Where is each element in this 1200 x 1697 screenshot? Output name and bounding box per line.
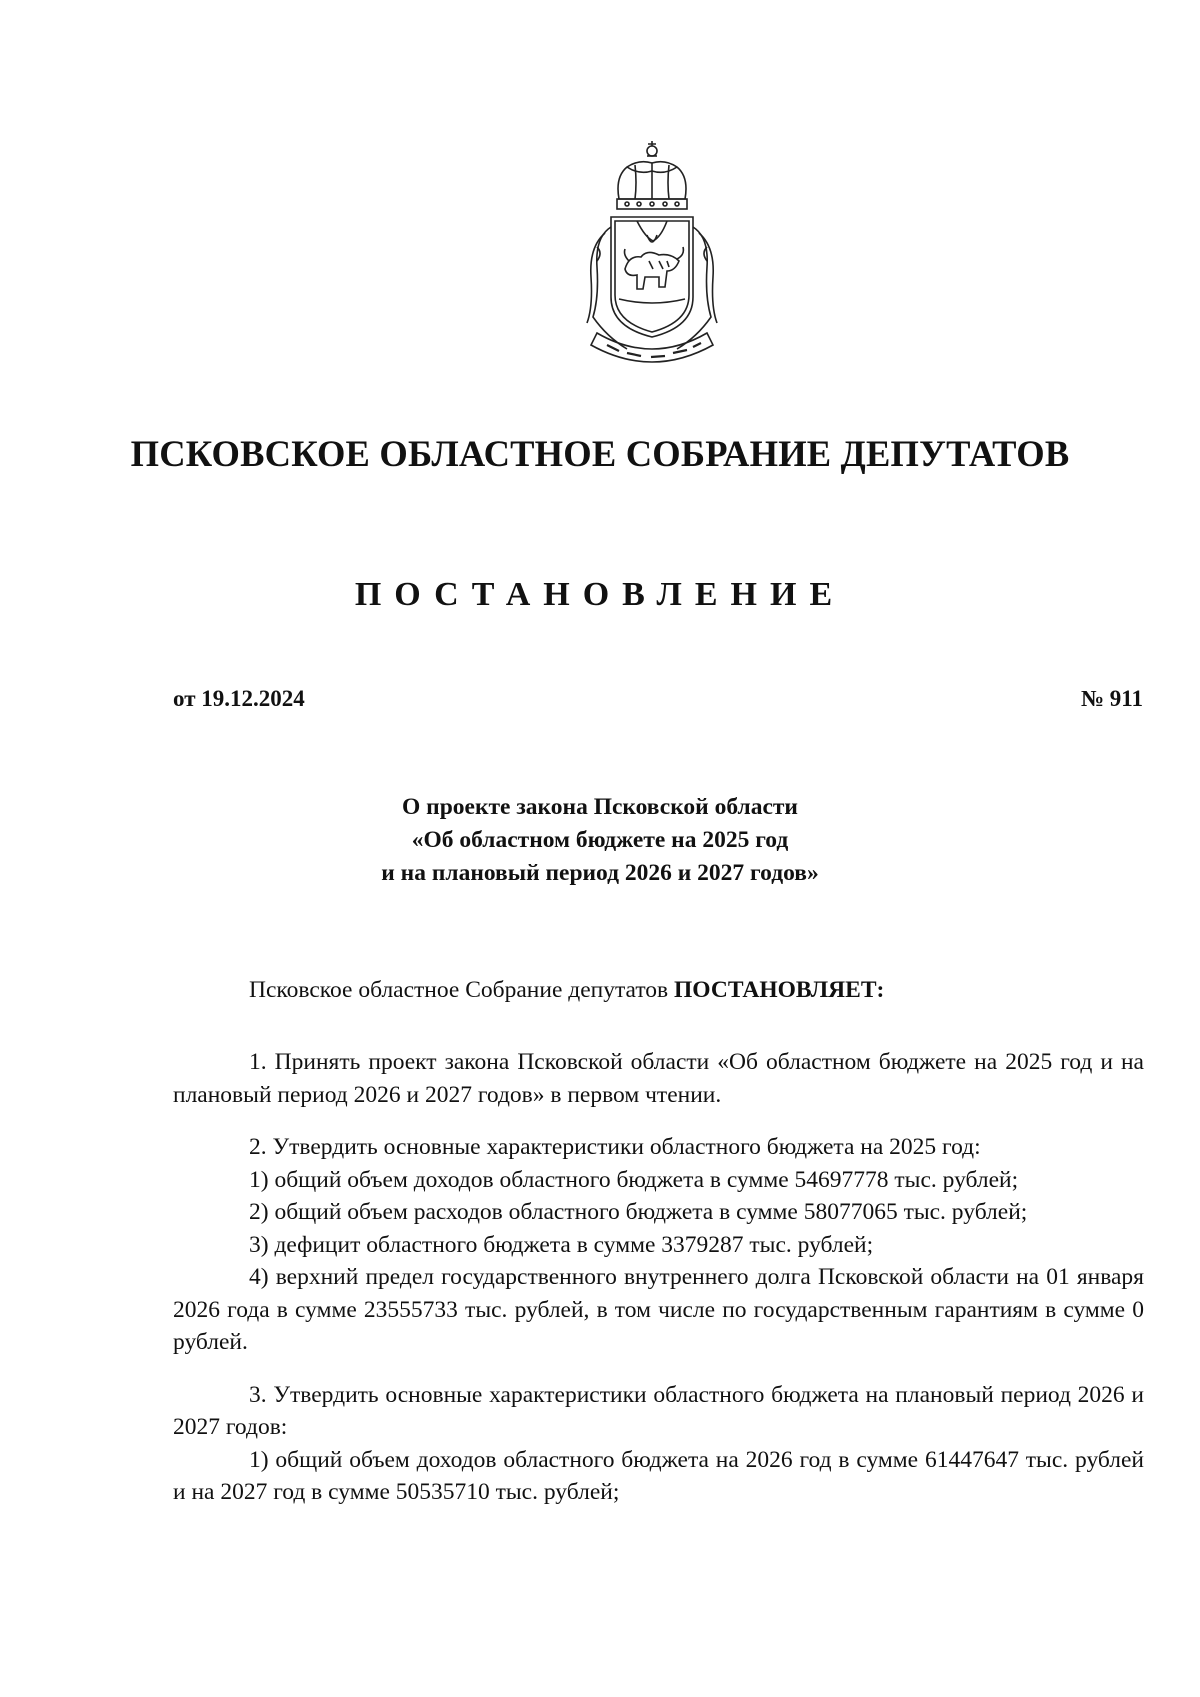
subject-line-3: и на плановый период 2026 и 2027 годов» <box>381 860 819 886</box>
paragraph-2-item-2: 2) общий объем расходов областного бюджета в сумме 58077065 тыс. рублей; <box>249 1199 1028 1225</box>
preamble <box>249 977 884 1004</box>
document-type-heading: ПОСТАНОВЛЕНИЕ <box>354 576 846 613</box>
paragraph-2-item-1: 1) общий объем доходов областного бюджета в сумме 54697778 тыс. рублей; <box>249 1166 1019 1193</box>
organization-title: ПСКОВСКОЕ ОБЛАСТНОЕ СОБРАНИЕ ДЕПУТАТОВ <box>130 433 1070 474</box>
subject-line-2: «Об областном бюджете на 2025 год <box>411 827 789 853</box>
coat-of-arms-emblem <box>567 137 737 373</box>
document-subject <box>0 791 1200 890</box>
paragraph-1: 1. Принять проект закона Псковской области «Об областном бюджете на 2025 год и на плановый период 2026 и 2027 годов» в первом чтении. <box>173 1049 1144 1108</box>
document-date: от 19.12.2024 <box>173 686 305 711</box>
paragraph-2-item-3: 3) дефицит областного бюджета в сумме 3379287 тыс. рублей; <box>249 1231 874 1258</box>
document-body <box>173 1046 1144 1509</box>
paragraph-2: 2. Утвердить основные характеристики областного бюджета на 2025 год: <box>249 1134 981 1160</box>
document-number: № 911 <box>1080 686 1143 711</box>
subject-line-1: О проекте закона Псковской области <box>402 794 798 820</box>
paragraph-2-item-4: 4) верхний предел государственного внутреннего долга Псковской области на 01 января 2026 года в сумме 23555733 тыс. рублей, в том числе по государственным гарантиям в сумме 0 рублей. <box>173 1264 1144 1355</box>
preamble-text: Псковское областное Собрание депутатов <box>249 977 675 1003</box>
preamble-emphasis: ПОСТАНОВЛЯЕТ: <box>674 977 885 1003</box>
paragraph-3-item-1: 1) общий объем доходов областного бюджета на 2026 год в сумме 61447647 тыс. рублей и на 2027 год в сумме 50535710 тыс. рублей; <box>173 1446 1144 1505</box>
paragraph-3: 3. Утвердить основные характеристики областного бюджета на плановый период 2026 и 2027 годов: <box>173 1381 1144 1440</box>
